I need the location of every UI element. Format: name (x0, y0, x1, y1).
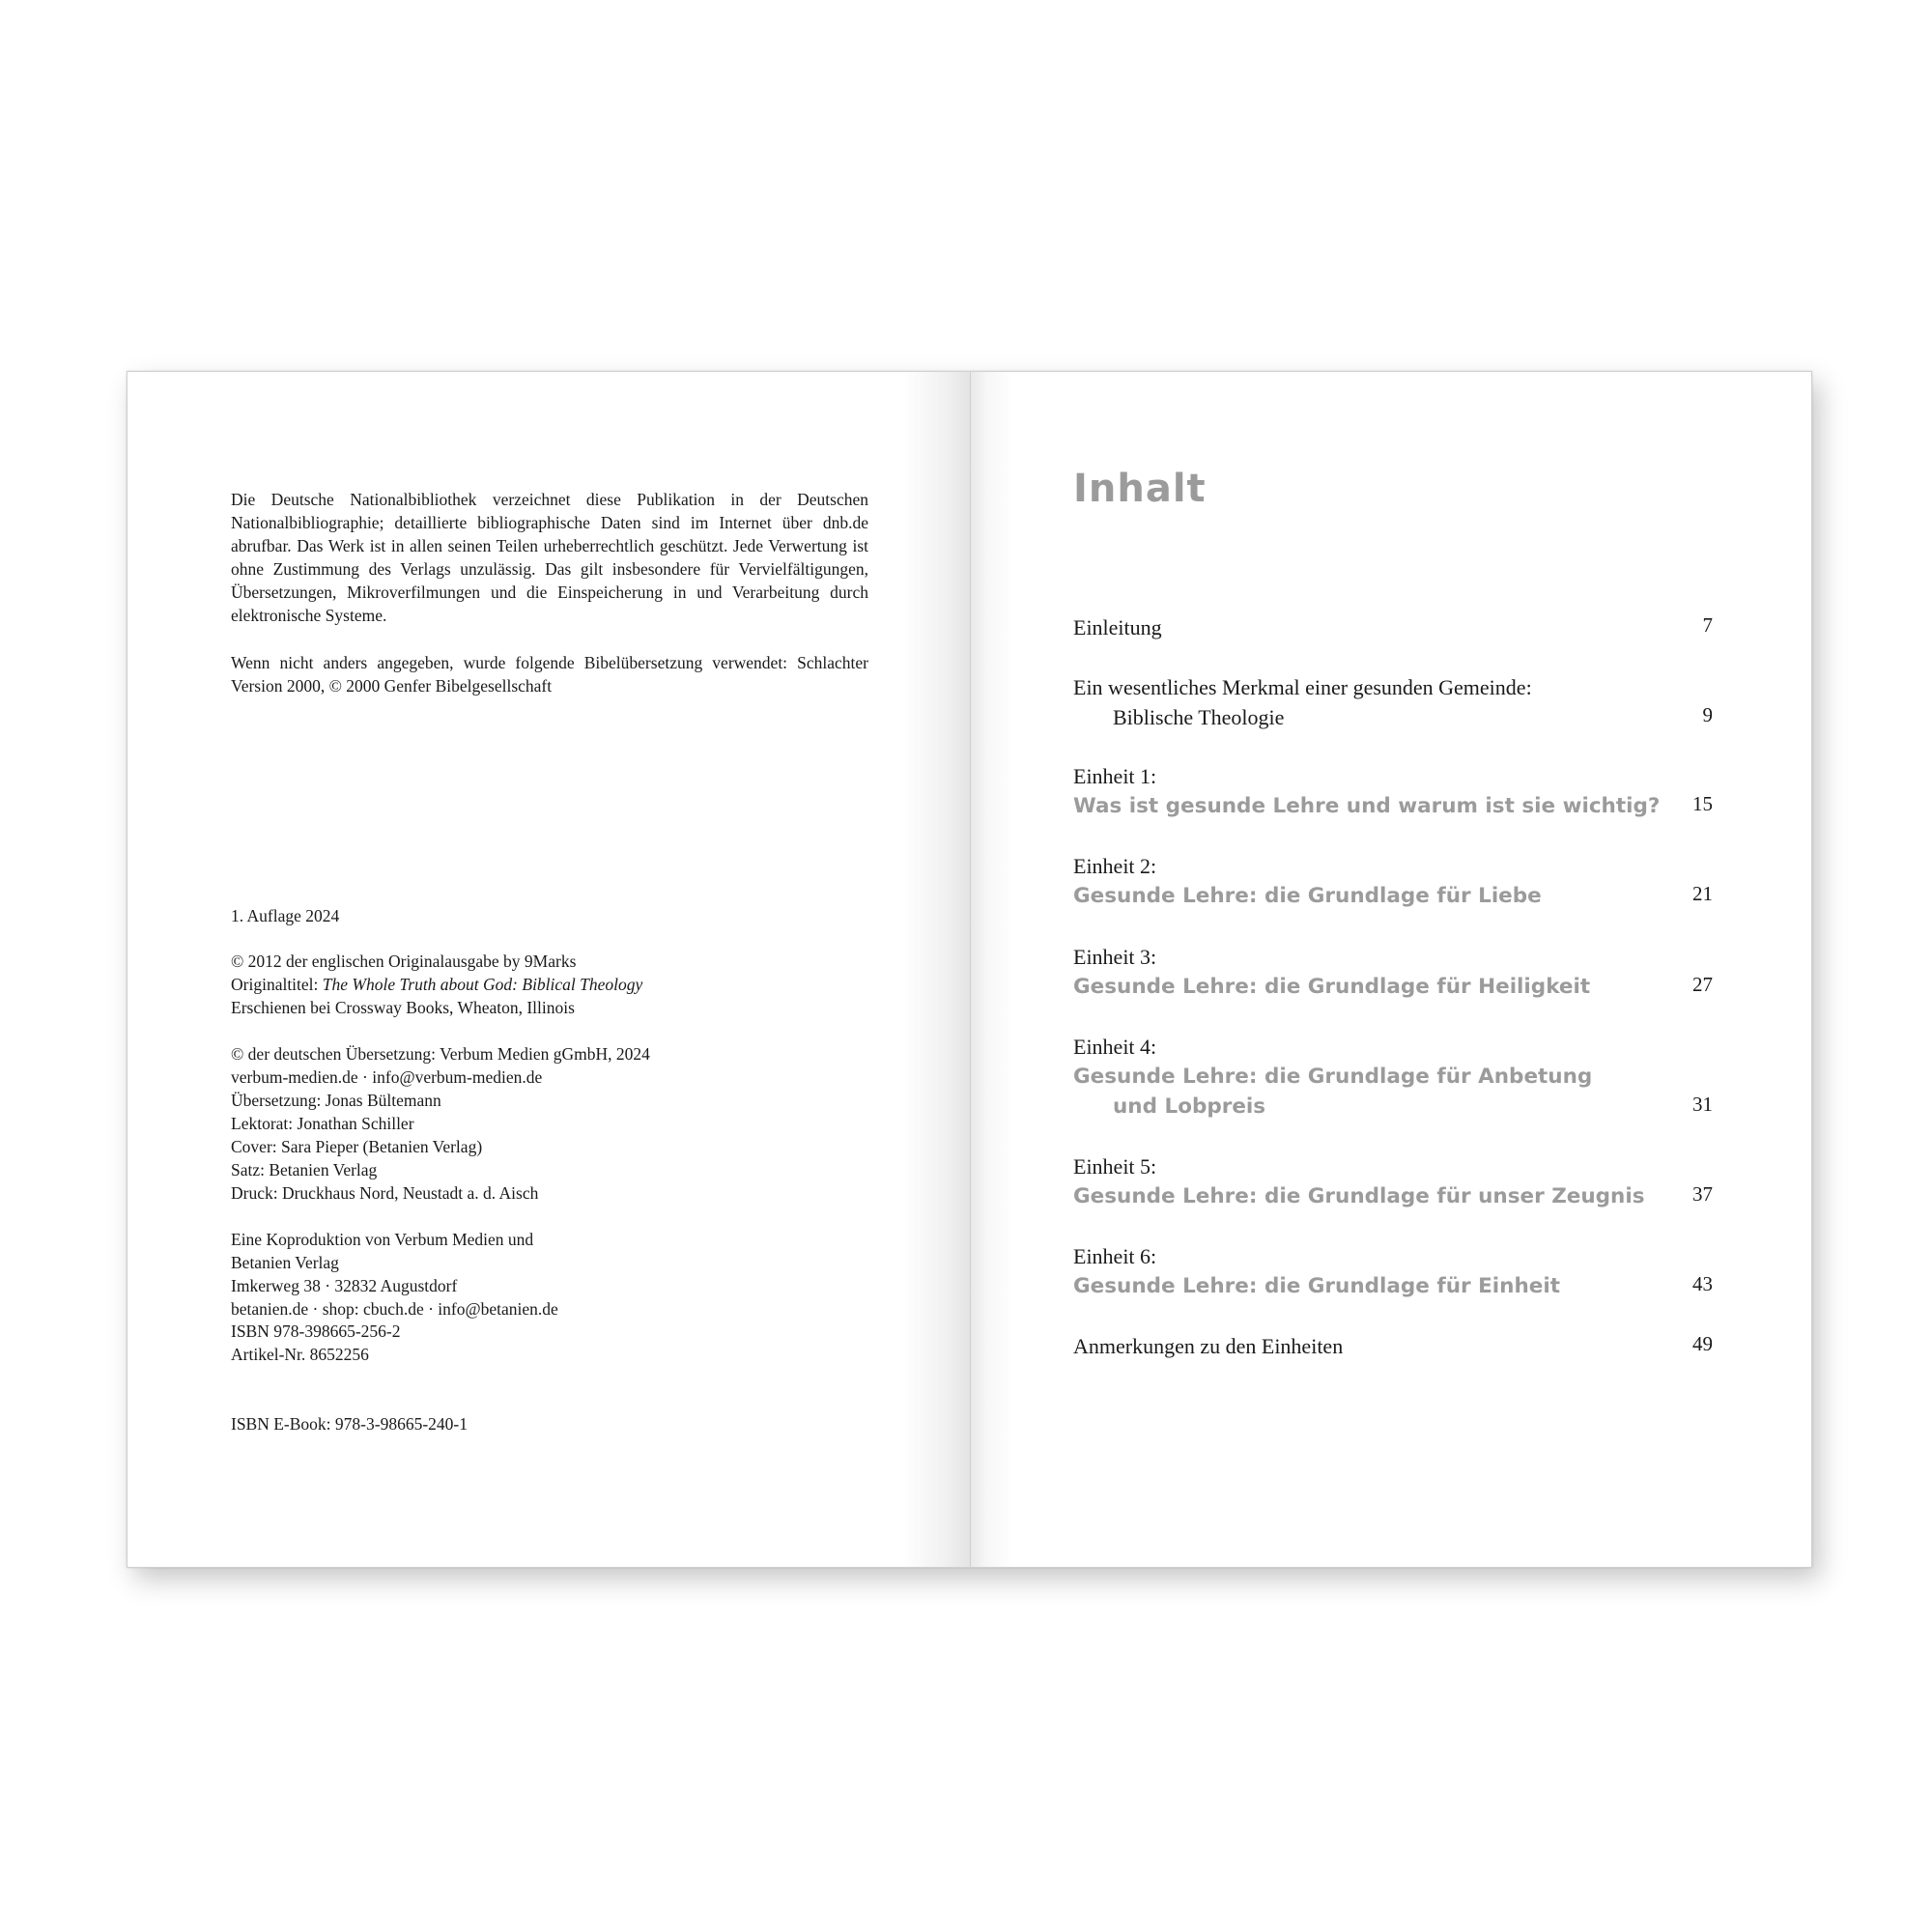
toc-entry-introduction (1073, 612, 1713, 642)
imprint-page (127, 371, 970, 1568)
toc-page-number: 27 (1692, 973, 1713, 996)
toc-unit-label: Einheit 2: (1073, 854, 1157, 878)
toc-page-number: 9 (1702, 703, 1713, 726)
translation-copyright: © der deutschen Übersetzung: Verbum Medien gGmbH, 2024 (231, 1044, 650, 1064)
ebook-isbn-block (231, 1412, 868, 1435)
toc-unit-label: Einheit 4: (1073, 1035, 1157, 1059)
toc-unit-title: Gesunde Lehre: die Grundlage für unser Zeugnis (1073, 1184, 1645, 1208)
translation-contact: verbum-medien.de · info@verbum-medien.de (231, 1067, 543, 1087)
toc-entry-title: Einleitung (1073, 615, 1162, 639)
toc-unit-title: Gesunde Lehre: die Grundlage für Heiligkeit (1073, 975, 1591, 999)
original-title-label: Originaltitel: (231, 975, 323, 994)
translation-credits (231, 1042, 868, 1205)
toc-page-number: 31 (1692, 1093, 1713, 1116)
toc-page-number: 15 (1692, 792, 1713, 815)
translator: Übersetzung: Jonas Bültemann (231, 1091, 441, 1110)
toc-page-number: 43 (1692, 1272, 1713, 1295)
toc-unit-title-cont: und Lobpreis (1113, 1094, 1266, 1119)
coproduction-block (231, 1228, 868, 1321)
toc-unit-title: Gesunde Lehre: die Grundlage für Liebe (1073, 884, 1542, 908)
editor: Lektorat: Jonathan Schiller (231, 1114, 414, 1133)
toc-entry-subtitle: Biblische Theologie (1113, 705, 1285, 729)
publisher-address: Imkerweg 38 · 32832 Augustdorf (231, 1276, 458, 1295)
toc-unit-title: Gesunde Lehre: die Grundlage für Anbetung (1073, 1065, 1593, 1089)
toc-entry-notes (1073, 1331, 1713, 1361)
toc-title: Inhalt (1073, 467, 1207, 511)
isbn: ISBN 978-398665-256-2 (231, 1321, 401, 1341)
original-publisher: Erschienen bei Crossway Books, Wheaton, Illinois (231, 998, 575, 1017)
original-title-line (231, 973, 868, 996)
toc-entry-unit-6 (1073, 1241, 1713, 1301)
edition-line: 1. Auflage 2024 (231, 906, 340, 925)
toc-entry-biblical-theology (1073, 672, 1713, 732)
cover-credit: Cover: Sara Pieper (Betanien Verlag) (231, 1137, 483, 1156)
toc-page-number: 7 (1702, 613, 1713, 637)
toc-page (970, 371, 1812, 1568)
toc-entry-title: Anmerkungen zu den Einheiten (1073, 1334, 1344, 1358)
typesetting-credit: Satz: Betanien Verlag (231, 1160, 378, 1179)
toc-page-number: 21 (1692, 882, 1713, 905)
toc-entry-unit-3 (1073, 942, 1713, 1002)
edition-info (231, 904, 868, 927)
coproduction-line-2: Betanien Verlag (231, 1253, 339, 1272)
toc-unit-title: Gesunde Lehre: die Grundlage für Einheit (1073, 1274, 1561, 1298)
toc-entry-unit-2 (1073, 851, 1713, 911)
toc-unit-label: Einheit 5: (1073, 1154, 1157, 1179)
toc-unit-title: Was ist gesunde Lehre und warum ist sie wichtig? (1073, 794, 1661, 818)
original-copyright: © 2012 der englischen Originalausgabe by 9Marks (231, 952, 577, 971)
toc-entry-title: Ein wesentliches Merkmal einer gesunden Gemeinde: (1073, 675, 1532, 699)
isbn-ebook: ISBN E-Book: 978-3-98665-240-1 (231, 1414, 468, 1434)
toc-entry-unit-1 (1073, 761, 1713, 821)
toc-page-number: 49 (1692, 1332, 1713, 1355)
toc-unit-label: Einheit 1: (1073, 764, 1157, 788)
coproduction-line-1: Eine Koproduktion von Verbum Medien und (231, 1230, 534, 1249)
printing-credit: Druck: Druckhaus Nord, Neustadt a. d. Aisch (231, 1183, 539, 1203)
toc-page-number: 37 (1692, 1182, 1713, 1206)
toc-entry-unit-4 (1073, 1032, 1713, 1122)
original-title: The Whole Truth about God: Biblical Theology (322, 975, 643, 994)
book-spread (127, 371, 1812, 1568)
dnb-notice: Die Deutsche Nationalbibliothek verzeichnet diese Publikation in der Deutschen Nationalbibliographie; detaillierte bibliographische Daten sind im Internet über dnb.de abrufbar. Das Werk ist in allen seinen Teilen urheberrechtlich geschützt. Jede Verwertung ist ohne Zustimmung des Verlags unzulässig. Das gilt insbesondere für Vervielfältigungen, Übersetzungen, Mikroverfilmungen und die Einspeicherung in und Verarbeitung durch elektronische Systeme. (231, 489, 868, 625)
original-copyright-block (231, 950, 868, 1019)
article-number: Artikel-Nr. 8652256 (231, 1345, 369, 1364)
toc-unit-label: Einheit 3: (1073, 945, 1157, 969)
isbn-block (231, 1320, 868, 1366)
toc-entry-unit-5 (1073, 1151, 1713, 1211)
toc-unit-label: Einheit 6: (1073, 1244, 1157, 1268)
bible-translation-notice: Wenn nicht anders angegeben, wurde folgende Bibelübersetzung verwendet: Schlachter Version 2000, © 2000 Genfer Bibelgesellschaft (231, 652, 868, 696)
publisher-web: betanien.de · shop: cbuch.de · info@betanien.de (231, 1299, 558, 1319)
